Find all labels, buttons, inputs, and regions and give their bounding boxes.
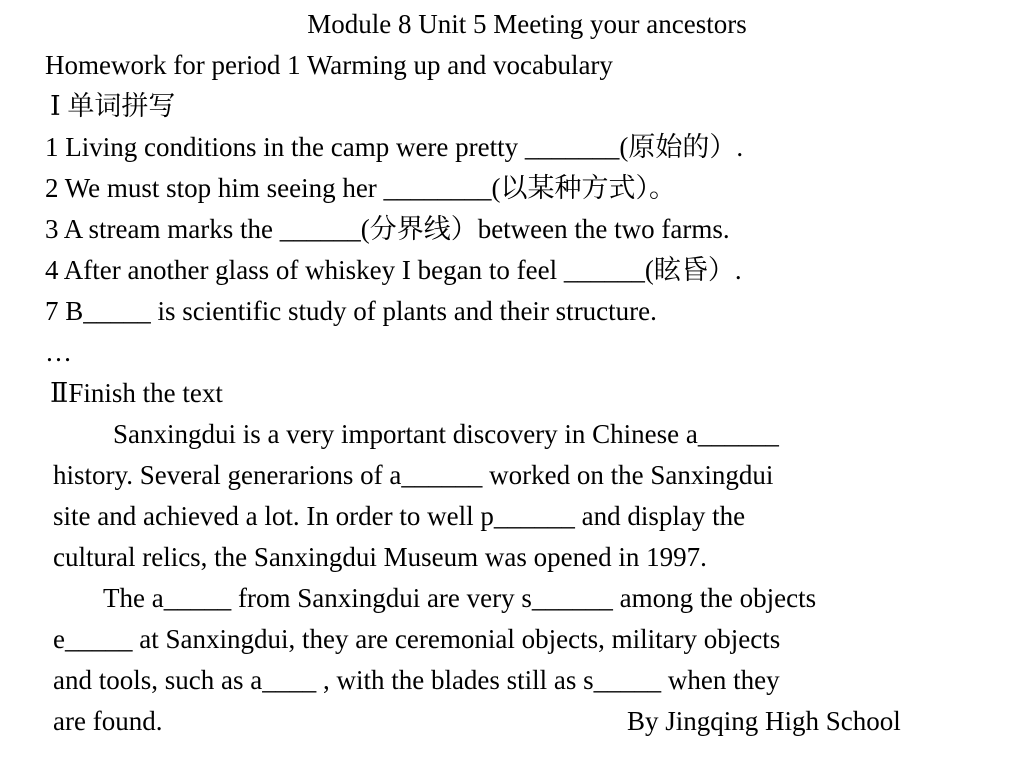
section-1-heading: Ⅰ 单词拼写 (50, 91, 176, 121)
passage-line: cultural relics, the Sanxingdui Museum was opened in 1997. (53, 542, 707, 572)
passage-line: are found. (53, 706, 163, 736)
document-title: Module 8 Unit 5 Meeting your ancestors (307, 9, 747, 39)
passage-line: history. Several generarions of a______ worked on the Sanxingdui (53, 460, 774, 490)
vocab-item-2: 2 We must stop him seeing her ________(以某种方式）。 (45, 173, 677, 203)
passage-line: site and achieved a lot. In order to well p______ and display the (53, 501, 746, 531)
vocab-item-1: 1 Living conditions in the camp were pretty _______(原始的）. (45, 132, 744, 162)
passage-line: and tools, such as a____ , with the blades still as s_____ when they (53, 665, 780, 695)
passage-line: The a_____ from Sanxingdui are very s______ among the objects (103, 583, 817, 613)
vocab-item-7: 7 B_____ is scientific study of plants and their structure. (45, 296, 657, 326)
passage-line: Sanxingdui is a very important discovery in Chinese a______ (113, 419, 779, 449)
section-2-heading: ⅡFinish the text (50, 378, 223, 408)
vocab-item-4: 4 After another glass of whiskey I began to feel ______(眩昏）. (45, 255, 742, 285)
school-credit: By Jingqing High School (627, 706, 901, 736)
passage-line: e_____ at Sanxingdui, they are ceremonial objects, military objects (53, 624, 781, 654)
vocab-item-3: 3 A stream marks the ______(分界线）between the two farms. (45, 214, 730, 244)
ellipsis: … (45, 337, 72, 367)
homework-subtitle: Homework for period 1 Warming up and vocabulary (45, 50, 613, 80)
